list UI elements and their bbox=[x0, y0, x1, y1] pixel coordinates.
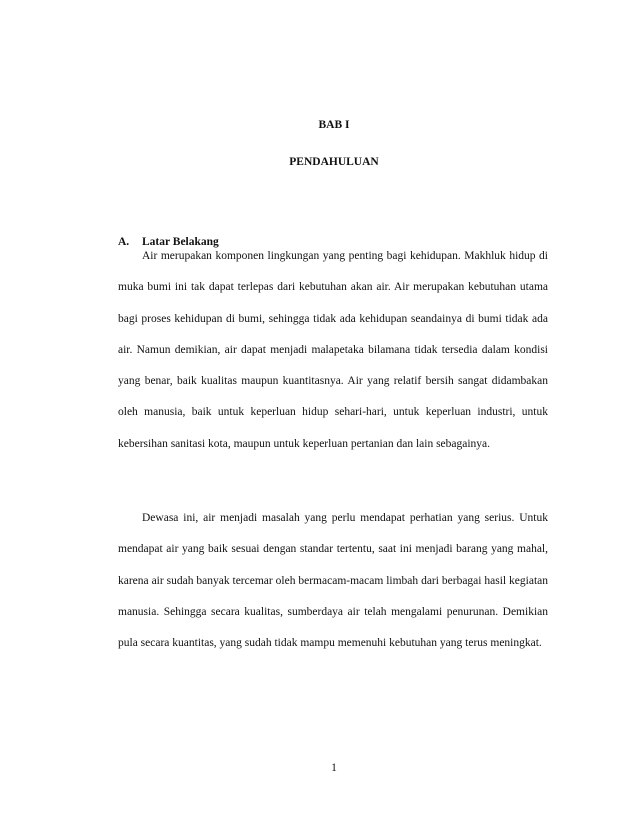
section-title: Latar Belakang bbox=[142, 236, 219, 248]
page-number: 1 bbox=[331, 762, 337, 774]
section-number: A. bbox=[118, 236, 130, 248]
body-paragraph-1: Air merupakan komponen lingkungan yang penting bagi kehidupan. Makhluk hidup di muka bumi ini tak dapat terlepas dari kebutuhan akan air. Air merupakan kebutuhan utama bagi proses kehidupan di bumi, sehingga tidak ada kehidupan seandainya di bumi tidak ada air. Namun demikian, air dapat menjadi malapetaka bilamana tidak tersedia dalam kondisi yang benar, baik kualitas maupun kuantitasnya. Air yang relatif bersih sangat didambakan oleh manusia, baik untuk keperluan hidup sehari-hari, untuk keperluan industri, untuk kebersihan sanitasi kota, maupun untuk keperluan pertanian dan lain sebagainya. bbox=[118, 250, 548, 450]
body-paragraph-2: Dewasa ini, air menjadi masalah yang perlu mendapat perhatian yang serius. Untuk mendapat air yang baik sesuai dengan standar tertentu, saat ini menjadi barang yang mahal, karena air sudah banyak tercemar oleh bermacam-macam limbah dari berbagai hasil kegiatan manusia. Sehingga secara kualitas, sumberdaya air telah mengalami penurunan. Demikian pula secara kuantitas, yang sudah tidak mampu memenuhi kebutuhan yang terus meningkat. bbox=[118, 512, 548, 650]
chapter-label: BAB I bbox=[318, 119, 350, 131]
chapter-title: PENDAHULUAN bbox=[289, 156, 379, 168]
